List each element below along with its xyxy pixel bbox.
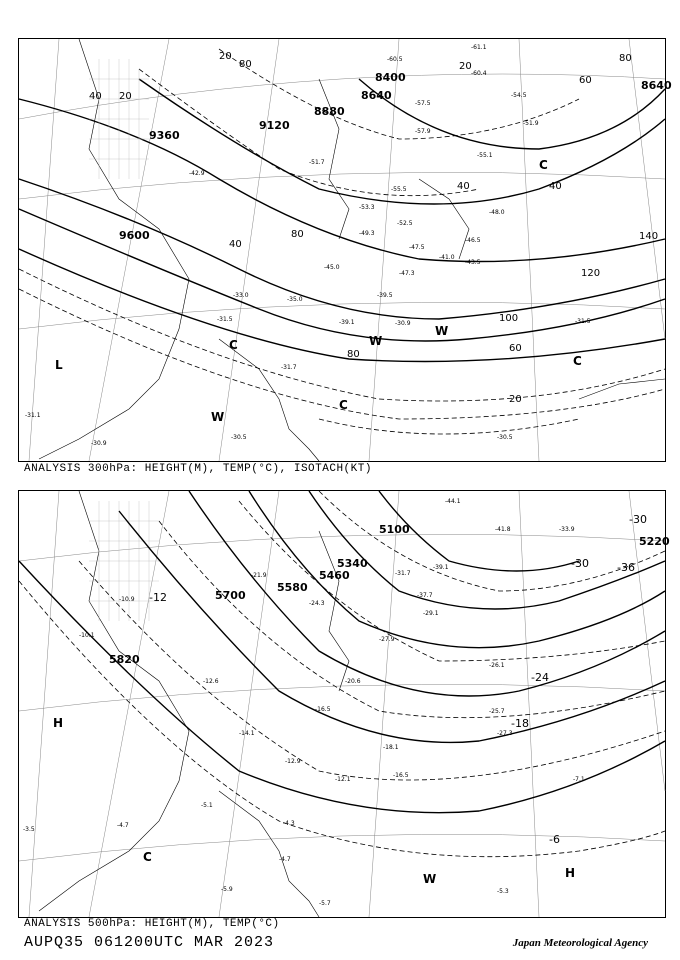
height-label: 5580 — [277, 581, 308, 594]
temp-label: -51.7 — [309, 159, 325, 166]
temp-label: -29.1 — [423, 610, 439, 617]
temp-label: -14.1 — [239, 730, 255, 737]
warm-symbol: W — [211, 410, 225, 424]
temp-label: -57.5 — [415, 100, 431, 107]
height-label: 5820 — [109, 653, 140, 666]
cold-symbol: C — [539, 158, 548, 172]
temp-label: -12.1 — [335, 776, 351, 783]
temp-label: -31.1 — [25, 412, 41, 419]
temp-contour-label: -36 — [617, 561, 635, 574]
temp-contour-label: -18 — [511, 717, 529, 730]
temp-label: -47.3 — [399, 270, 415, 277]
temp-contour-label: -12 — [149, 591, 167, 604]
temp-contour-label: -30 — [629, 513, 647, 526]
temp-label: -5.1 — [201, 802, 213, 809]
temp-label: -24.3 — [309, 600, 325, 607]
isotach-label: 80 — [347, 349, 360, 360]
temp-label: -27.9 — [379, 636, 395, 643]
temp-label: -16.5 — [393, 772, 409, 779]
cold-symbol: C — [229, 338, 238, 352]
height-label: 8880 — [314, 105, 345, 118]
temp-contour-labels-500 — [149, 513, 647, 846]
bulletin-code: AUPQ35 061200UTC MAR 2023 — [24, 934, 275, 951]
isotach-label: 40 — [457, 181, 470, 192]
temp-label: -49.3 — [359, 230, 375, 237]
temp-contours-500 — [19, 491, 665, 857]
chart-300hpa — [18, 38, 672, 462]
temp-label: -52.5 — [397, 220, 413, 227]
caption-300hpa: ANALYSIS 300hPa: HEIGHT(M), TEMP(°C), ISOTACH(KT) — [24, 463, 372, 475]
cold-symbol: C — [143, 850, 152, 864]
temp-label: -44.1 — [445, 498, 461, 505]
temp-label: -31.7 — [395, 570, 411, 577]
graticule-500 — [19, 491, 665, 917]
chart-500hpa — [18, 490, 670, 918]
temp-label: -33.9 — [559, 526, 575, 533]
height-label: 8640 — [361, 89, 392, 102]
warm-symbol: W — [435, 324, 449, 338]
temp-contour-label: -30 — [571, 557, 589, 570]
high-symbol: H — [53, 716, 64, 730]
height-label: 9120 — [259, 119, 290, 132]
height-label: 8400 — [375, 71, 406, 84]
temp-label: -39.5 — [377, 292, 393, 299]
temp-label: -30.5 — [231, 434, 247, 441]
warm-symbol: W — [423, 872, 437, 886]
map-500hpa-canvas — [19, 491, 670, 917]
isotach-label: 80 — [291, 229, 304, 240]
temp-label: -55.1 — [477, 152, 493, 159]
temp-label: -12.9 — [285, 758, 301, 765]
isotach-label: 40 — [229, 239, 242, 250]
coastline-300 — [39, 39, 665, 461]
temp-label: -10.9 — [119, 596, 135, 603]
temp-label: -47.5 — [409, 244, 425, 251]
temp-label: -30.9 — [91, 440, 107, 447]
temp-label: -3.5 — [23, 826, 35, 833]
isotach-labels-300 — [89, 51, 658, 405]
temp-label: -20.6 — [345, 678, 361, 685]
temp-contour-label: -24 — [531, 671, 549, 684]
temp-labels-300 — [25, 44, 591, 447]
temp-label: -33.0 — [233, 292, 249, 299]
height-label: 9360 — [149, 129, 180, 142]
temp-label: -26.1 — [489, 662, 505, 669]
isotach-label: 140 — [639, 231, 659, 242]
temp-label: -4.7 — [117, 822, 129, 829]
temp-contour-label: -6 — [549, 833, 560, 846]
temp-label: -35.0 — [287, 296, 303, 303]
temp-label: -31.5 — [575, 318, 591, 325]
temp-label: -10.1 — [79, 632, 95, 639]
isotach-label: 40 — [549, 181, 562, 192]
temp-labels-500 — [23, 498, 585, 907]
height-label: 5460 — [319, 569, 350, 582]
height-label: 5700 — [215, 589, 246, 602]
height-label: 8640 — [641, 79, 672, 92]
temp-label: -43.5 — [465, 259, 481, 266]
temp-label: -30.9 — [395, 320, 411, 327]
isotach-label: 100 — [499, 313, 519, 324]
high-symbol: H — [565, 866, 576, 880]
height-label: 5220 — [639, 535, 670, 548]
temp-label: -39.1 — [339, 319, 355, 326]
low-symbol: L — [55, 358, 63, 372]
height-labels-500 — [109, 523, 670, 666]
caption-500hpa: ANALYSIS 500hPa: HEIGHT(M), TEMP(°C) — [24, 918, 280, 930]
temp-label: -42.9 — [189, 170, 205, 177]
map-300hpa-canvas — [19, 39, 672, 461]
temp-label: -4.3 — [283, 820, 295, 827]
temp-label: -5.3 — [497, 888, 509, 895]
temp-label: -31.7 — [281, 364, 297, 371]
temp-label: -41.0 — [439, 254, 455, 261]
temp-label: -51.9 — [523, 120, 539, 127]
warm-symbol: W — [369, 334, 383, 348]
temp-label: -55.5 — [391, 186, 407, 193]
isotach-label: 60 — [579, 75, 592, 86]
temp-label: -60.4 — [471, 70, 487, 77]
temp-label: -37.7 — [417, 592, 433, 599]
temp-hatch-300 — [89, 59, 149, 179]
isotach-label: 40 — [89, 91, 102, 102]
temp-label: -21.9 — [251, 572, 267, 579]
temp-label: -16.5 — [315, 706, 331, 713]
temp-label: -60.5 — [387, 56, 403, 63]
height-label: 5100 — [379, 523, 410, 536]
isotach-label: 80 — [619, 53, 632, 64]
temp-label: -57.9 — [415, 128, 431, 135]
isotach-label: 20 — [219, 51, 232, 62]
symbols-500 — [53, 716, 575, 886]
temp-label: -46.5 — [465, 237, 481, 244]
temp-label: -45.0 — [324, 264, 340, 271]
temp-label: -5.7 — [319, 900, 331, 907]
temp-label: -30.5 — [497, 434, 513, 441]
temp-label: -4.7 — [279, 856, 291, 863]
height-label: 9600 — [119, 229, 150, 242]
temp-label: -25.7 — [489, 708, 505, 715]
isotach-label: 20 — [459, 61, 472, 72]
height-contours-500 — [19, 491, 665, 813]
isotach-label: 60 — [509, 343, 522, 354]
cold-symbol: C — [339, 398, 348, 412]
temp-label: -7.1 — [573, 776, 585, 783]
temp-label: -12.6 — [203, 678, 219, 685]
temp-label: -27.3 — [497, 730, 513, 737]
temp-label: -18.1 — [383, 744, 399, 751]
agency-name: Japan Meteorological Agency — [512, 937, 648, 949]
temp-label: -31.5 — [217, 316, 233, 323]
temp-label: -54.5 — [511, 92, 527, 99]
isotach-label: 80 — [239, 59, 252, 70]
height-labels-300 — [119, 71, 672, 242]
temp-label: -53.3 — [359, 204, 375, 211]
isotach-label: 20 — [119, 91, 132, 102]
isotach-label: 120 — [581, 268, 601, 279]
temp-label: -41.8 — [495, 526, 511, 533]
temp-label: -5.9 — [221, 886, 233, 893]
temp-label: -48.0 — [489, 209, 505, 216]
cold-symbol: C — [573, 354, 582, 368]
isotach-label: 20 — [509, 394, 522, 405]
temp-label: -39.1 — [433, 564, 449, 571]
height-label: 5340 — [337, 557, 368, 570]
temp-label: -61.1 — [471, 44, 487, 51]
